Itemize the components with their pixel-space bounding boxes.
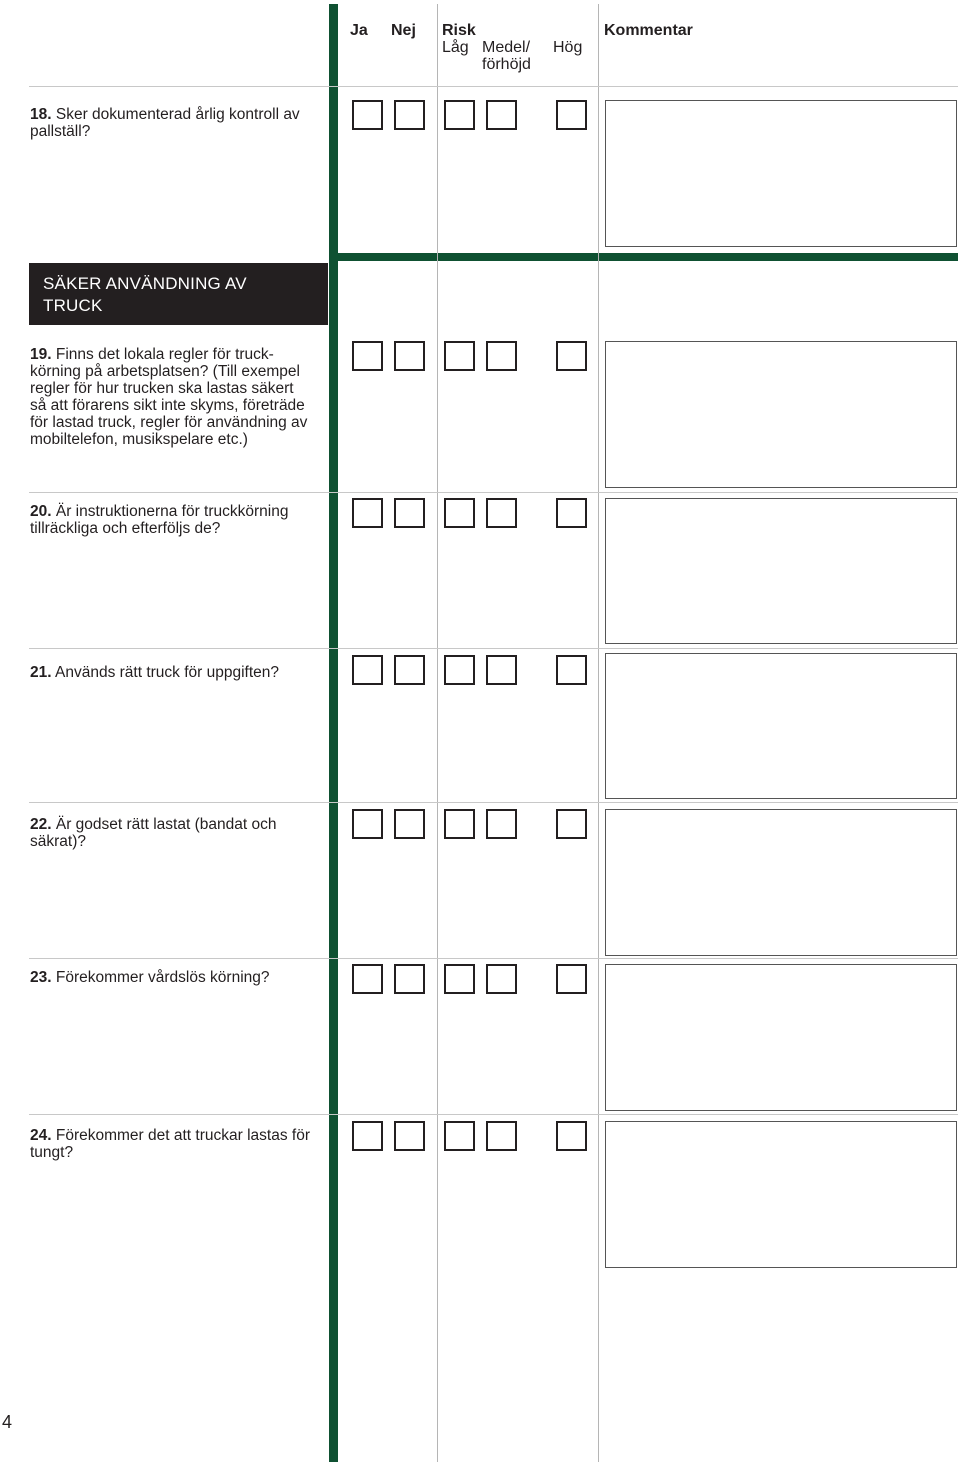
checkbox-risk-high[interactable]: [556, 1121, 587, 1151]
question-line: för lastad truck, regler för användning av: [30, 414, 308, 431]
checkbox-risk-low[interactable]: [444, 498, 475, 528]
checkbox-risk-low[interactable]: [444, 964, 475, 994]
row-divider: [29, 1114, 958, 1115]
checkbox-risk-medium[interactable]: [486, 655, 517, 685]
green-vertical-rule: [329, 4, 338, 1462]
question-number: 22.: [30, 816, 52, 833]
section-title-line1: SÄKER ANVÄNDNING AV: [43, 274, 247, 293]
header-lag: Låg: [442, 39, 469, 56]
checkbox-risk-medium[interactable]: [486, 809, 517, 839]
question-line: tungt?: [30, 1144, 74, 1161]
question-23: [30, 969, 320, 986]
checkbox-risk-high[interactable]: [556, 498, 587, 528]
question-line: 22. Är godset rätt lastat (bandat och: [30, 816, 277, 833]
question-line: regler för hur trucken ska lastas säkert: [30, 380, 294, 397]
checkbox-risk-low[interactable]: [444, 809, 475, 839]
header-ja: Ja: [350, 22, 368, 39]
section-header: [29, 263, 328, 325]
checkbox-risk-high[interactable]: [556, 100, 587, 130]
row-divider: [29, 492, 958, 493]
question-line: 21. Används rätt truck för uppgiften?: [30, 664, 280, 681]
checkbox-ja[interactable]: [352, 655, 383, 685]
question-24: [30, 1127, 320, 1161]
section-title-line2: TRUCK: [43, 296, 103, 315]
checkbox-ja[interactable]: [352, 341, 383, 371]
comment-box[interactable]: [605, 341, 957, 488]
checkbox-nej[interactable]: [394, 341, 425, 371]
header-divider: [29, 86, 958, 87]
question-22: [30, 816, 320, 850]
checkbox-risk-high[interactable]: [556, 341, 587, 371]
checkbox-ja[interactable]: [352, 100, 383, 130]
question-20: [30, 503, 320, 537]
question-number: 24.: [30, 1127, 52, 1144]
checkbox-nej[interactable]: [394, 498, 425, 528]
row-divider: [29, 648, 958, 649]
comment-box[interactable]: [605, 964, 957, 1111]
checkbox-risk-low[interactable]: [444, 655, 475, 685]
column-divider-risk: [437, 4, 438, 1462]
question-19: [30, 346, 320, 448]
question-18: [30, 106, 320, 140]
question-line: säkrat)?: [30, 833, 86, 850]
header-hog: Hög: [553, 39, 583, 56]
question-number: 21.: [30, 664, 52, 681]
question-number: 19.: [30, 346, 52, 363]
header-nej: Nej: [391, 22, 416, 39]
checkbox-risk-high[interactable]: [556, 655, 587, 685]
comment-box[interactable]: [605, 1121, 957, 1268]
checkbox-ja[interactable]: [352, 809, 383, 839]
checkbox-nej[interactable]: [394, 1121, 425, 1151]
question-number: 20.: [30, 503, 52, 520]
checkbox-ja[interactable]: [352, 1121, 383, 1151]
question-line: 18. Sker dokumenterad årlig kontroll av: [30, 106, 300, 123]
checkbox-risk-medium[interactable]: [486, 964, 517, 994]
header-medel: Medel/: [482, 39, 531, 56]
question-line: körning på arbetsplatsen? (Till exempel: [30, 363, 300, 380]
question-line: så att förarens sikt inte skyms, företräde: [30, 397, 305, 414]
column-divider-comment: [598, 4, 599, 1462]
green-horizontal-rule: [329, 253, 958, 261]
row-divider: [29, 802, 958, 803]
checkbox-nej[interactable]: [394, 809, 425, 839]
comment-box[interactable]: [605, 498, 957, 644]
checkbox-ja[interactable]: [352, 498, 383, 528]
checkbox-risk-high[interactable]: [556, 809, 587, 839]
header-forhojd: förhöjd: [482, 56, 531, 73]
checkbox-risk-low[interactable]: [444, 1121, 475, 1151]
question-line: 20. Är instruktionerna för truckkörning: [30, 503, 289, 520]
question-number: 18.: [30, 106, 52, 123]
checkbox-risk-low[interactable]: [444, 100, 475, 130]
page-number: 4: [2, 1412, 13, 1432]
question-line: 19. Finns det lokala regler för truck-: [30, 346, 274, 363]
checkbox-nej[interactable]: [394, 100, 425, 130]
question-21: [30, 664, 320, 681]
question-line: pallställ?: [30, 123, 91, 140]
question-line: 23. Förekommer vårdslös körning?: [30, 969, 270, 986]
checkbox-nej[interactable]: [394, 655, 425, 685]
question-line: mobiltelefon, musikspelare etc.): [30, 431, 248, 448]
row-divider: [29, 958, 958, 959]
checkbox-risk-medium[interactable]: [486, 341, 517, 371]
comment-box[interactable]: [605, 653, 957, 799]
checkbox-nej[interactable]: [394, 964, 425, 994]
comment-box[interactable]: [605, 100, 957, 247]
question-line: tillräckliga och efterföljs de?: [30, 520, 221, 537]
checkbox-risk-medium[interactable]: [486, 100, 517, 130]
checkbox-risk-high[interactable]: [556, 964, 587, 994]
checkbox-ja[interactable]: [352, 964, 383, 994]
question-number: 23.: [30, 969, 52, 986]
comment-box[interactable]: [605, 809, 957, 956]
header-kommentar: Kommentar: [604, 22, 693, 39]
checkbox-risk-low[interactable]: [444, 341, 475, 371]
question-line: 24. Förekommer det att truckar lastas för: [30, 1127, 310, 1144]
checkbox-risk-medium[interactable]: [486, 498, 517, 528]
checkbox-risk-medium[interactable]: [486, 1121, 517, 1151]
header-risk: Risk: [442, 22, 476, 39]
